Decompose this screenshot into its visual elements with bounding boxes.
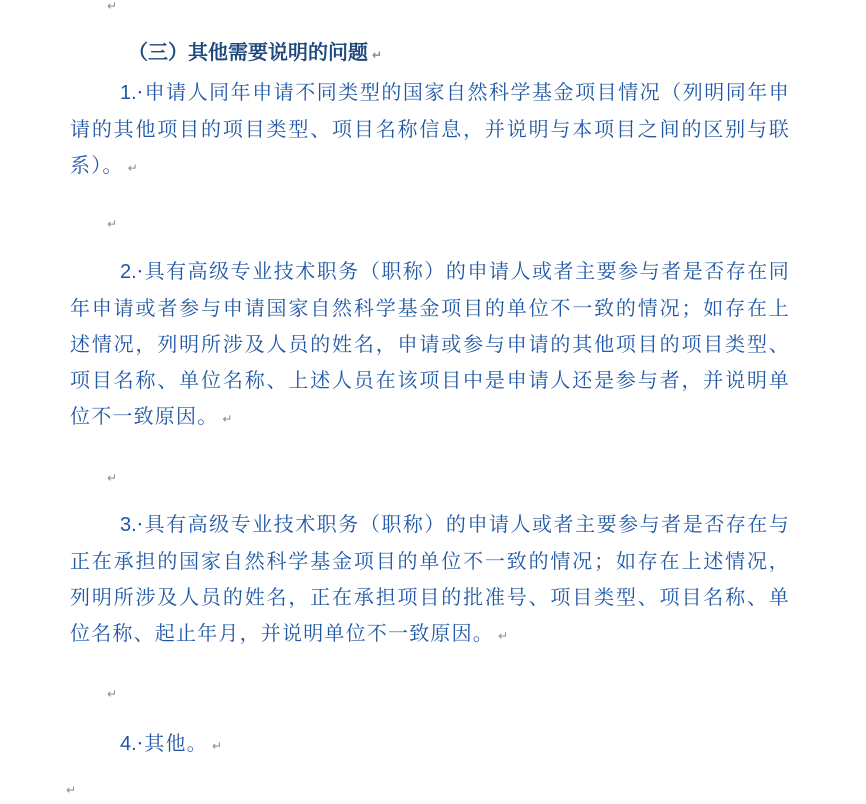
- paragraph-mark-icon: ↵: [222, 412, 233, 426]
- item-1-paragraph: 1.·申请人同年申请不同类型的国家自然科学基金项目情况（列明同年申请的其他项目的项目类型、项目名称信息，并说明与本项目之间的区别与联系）。 ↵: [70, 80, 790, 177]
- item-4-number: 4.: [120, 733, 137, 755]
- paragraph-mark-icon: ↵: [107, 217, 118, 231]
- item-2-number: 2.: [120, 261, 137, 283]
- item-2-text: 具有高级专业技术职务（职称）的申请人或者主要参与者是否存在同年申请或者参与申请国家自然科学基金项目的单位不一致的情况；如存在上述情况，列明所涉及人员的姓名，申请或参与申请的其他项目的项目类型、项目名称、单位名称、上述人员在该项目中是申请人还是参与者，并说明单位不一致原因。: [70, 259, 790, 428]
- item-1-number: 1.: [120, 82, 137, 104]
- item-3-paragraph: 3.·具有高级专业技术职务（职称）的申请人或者主要参与者是否存在与正在承担的国家自然科学基金项目的单位不一致的情况；如存在上述情况，列明所涉及人员的姓名，正在承担项目的批准号、项目类型、项目名称、单位名称、起止年月，并说明单位不一致原因。 ↵: [70, 512, 790, 645]
- paragraph-mark-icon: ↵: [372, 48, 383, 62]
- section-heading: [128, 37, 382, 70]
- item-4-text: 其他。: [144, 731, 208, 755]
- paragraph-mark-icon: ↵: [66, 783, 77, 797]
- item-2-paragraph: 2.·具有高级专业技术职务（职称）的申请人或者主要参与者是否存在同年申请或者参与申请国家自然科学基金项目的单位不一致的情况；如存在上述情况，列明所涉及人员的姓名，申请或参与申请的其他项目的项目类型、项目名称、单位名称、上述人员在该项目中是申请人还是参与者，并说明单位不一致原因。 ↵: [70, 259, 790, 428]
- item-3-number: 3.: [120, 514, 137, 536]
- paragraph-mark-icon: ↵: [127, 161, 138, 175]
- paragraph-mark-icon: ↵: [107, 0, 118, 13]
- paragraph-mark-icon: ↵: [211, 739, 222, 753]
- paragraph-mark-icon: ↵: [107, 687, 118, 701]
- section-heading-text: （三）其他需要说明的问题: [128, 40, 368, 64]
- item-3-text: 具有高级专业技术职务（职称）的申请人或者主要参与者是否存在与正在承担的国家自然科学基金项目的单位不一致的情况；如存在上述情况，列明所涉及人员的姓名，正在承担项目的批准号、项目类型、项目名称、单位名称、起止年月，并说明单位不一致原因。: [70, 512, 790, 645]
- item-4-paragraph: 4.·其他。 ↵: [120, 731, 222, 755]
- paragraph-mark-icon: ↵: [107, 471, 118, 485]
- item-1-text: 申请人同年申请不同类型的国家自然科学基金项目情况（列明同年申请的其他项目的项目类型、项目名称信息，并说明与本项目之间的区别与联系）。: [70, 80, 790, 177]
- paragraph-mark-icon: ↵: [498, 629, 509, 643]
